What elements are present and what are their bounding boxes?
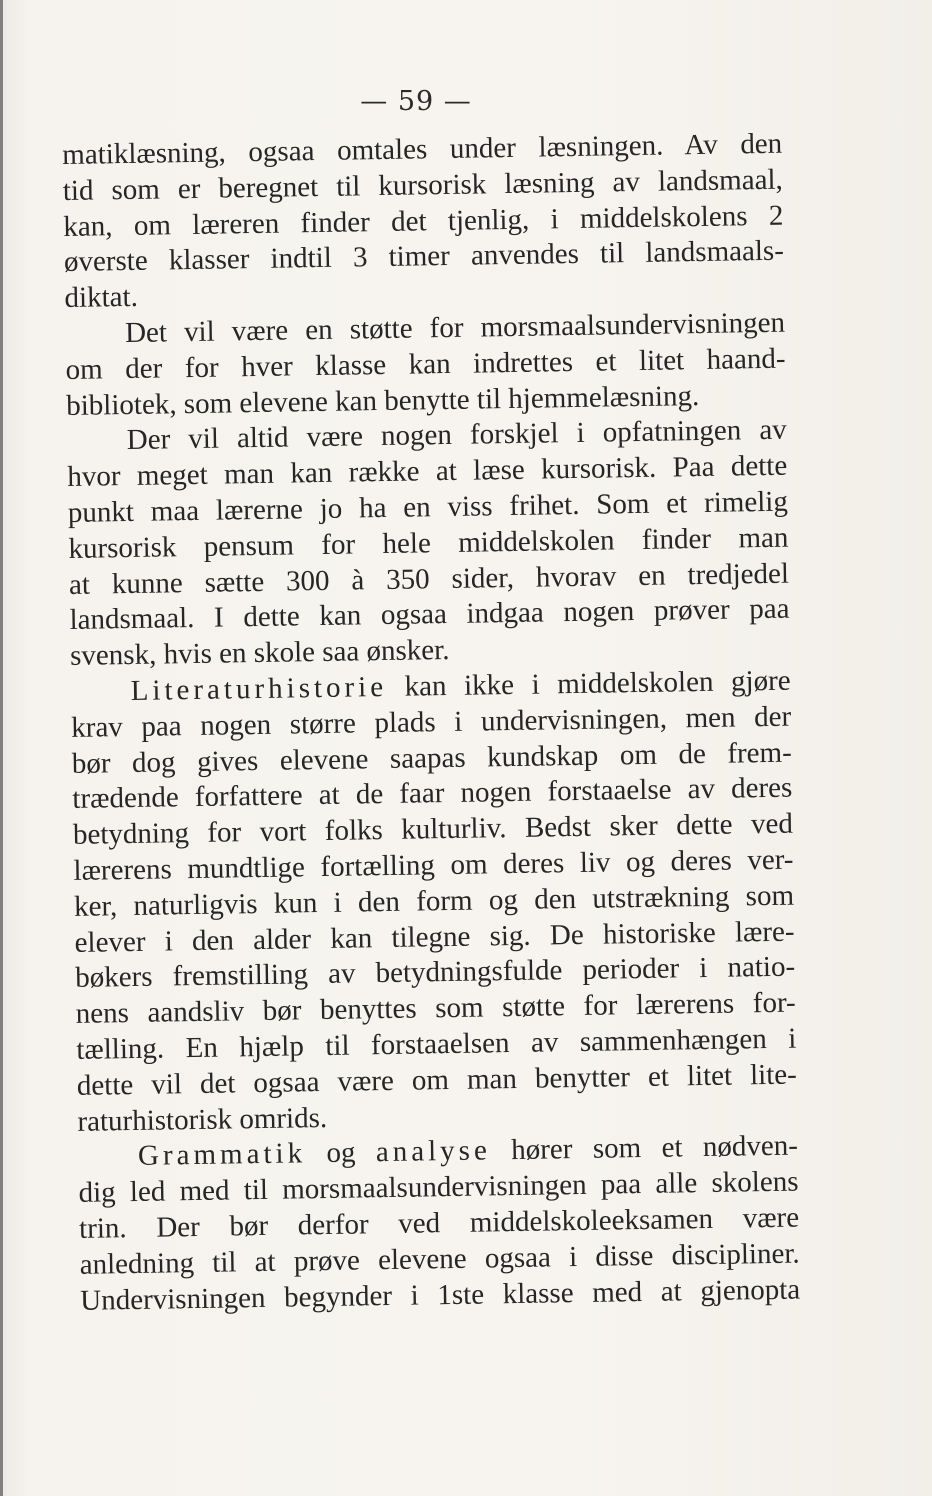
text-line: dig led med til morsmaalsundervisningen paa alle skolens <box>78 1165 799 1209</box>
text-line: svensk, hvis en skole saa ønsker. <box>69 634 450 673</box>
spaced-heading-word: Literaturhistorie <box>130 670 388 707</box>
text-line: matiklæsning, ogsaa omtales under læsningen. Av den <box>62 127 783 171</box>
text-line: landsmaal. I dette kan ogsaa indgaa nogen prøver paa <box>69 592 790 637</box>
text-fragment: hører som et nødven- <box>490 1129 799 1167</box>
text-line: bør dog gives elevene saapas kundskap om de frem- <box>71 736 792 780</box>
page-number: — 59 — <box>360 86 472 117</box>
text-line: bibliotek, som elevene kan benytte til hjemmelæsning. <box>65 379 700 422</box>
text-line: trædende forfattere at de faar nogen forstaaelse av deres <box>72 771 793 816</box>
text-line: lærerens mundtlige fortælling om deres liv og deres ver- <box>73 843 794 887</box>
text-line: punkt maa lærerne jo ha en viss frihet. Som et rimelig <box>67 485 789 529</box>
text-line: anledning til at prøve elevene ogsaa i disse discipliner. <box>79 1237 800 1281</box>
text-line: raturhistorisk omrids. <box>77 1101 328 1138</box>
text-fragment: kan ikke i middelskolen gjøre <box>386 664 791 703</box>
page-edge-shadow <box>0 0 3 1496</box>
text-line: Det vil være en støtte for morsmaalsundervisningen <box>124 306 786 350</box>
text-line: Undervisningen begynder i 1ste klasse med at gjenopta <box>80 1273 801 1317</box>
text-line: bøkers fremstilling av betydningsfulde perioder i natio- <box>74 950 796 995</box>
spaced-heading-word: analyse <box>375 1134 492 1169</box>
text-line: trin. Der bør derfor ved middelskoleeksamen være <box>78 1201 800 1245</box>
body-text <box>62 127 800 1319</box>
text-line: Der vil altid være nogen forskjel i opfatningen av <box>126 414 787 457</box>
text-line: krav paa nogen større plads i undervisningen, men der <box>71 700 792 744</box>
text-line: elever i den alder kan tilegne sig. De historiske lære- <box>74 915 795 959</box>
text-line: tælling. En hjælp til forstaaelsen av sammenhængen i <box>76 1022 797 1066</box>
text-line: ker, naturligvis kun i den form og den utstrækning som <box>73 879 795 923</box>
text-line: tid som er beregnet til kursorisk læsning av landsmaal, <box>62 163 783 207</box>
text-line: kan, om læreren finder det tjenlig, i middelskolens 2 <box>63 199 784 243</box>
text-line: at kunne sætte 300 à 350 sider, hvorav en tredjedel <box>68 557 790 601</box>
text-line: nens aandsliv bør benyttes som støtte for lærerens for- <box>75 986 796 1031</box>
text-line: hvor meget man kan række at læse kursorisk. Paa dette <box>67 449 788 494</box>
text-line: betydning for vort folks kulturliv. Bedst sker dette ved <box>72 807 794 852</box>
spaced-heading-word: Grammatik <box>137 1137 307 1173</box>
text-line: øverste klasser indtil 3 timer anvendes til landsmaals- <box>63 235 785 279</box>
text-line: diktat. <box>64 281 139 315</box>
text-fragment: og <box>305 1136 377 1170</box>
text-line: om der for hver klasse kan indrettes et litet haand- <box>65 342 786 386</box>
text-line: kursorisk pensum for hele middelskolen finder man <box>68 521 789 565</box>
text-line: dette vil det ogsaa være om man benytter et litet lite- <box>76 1058 798 1102</box>
